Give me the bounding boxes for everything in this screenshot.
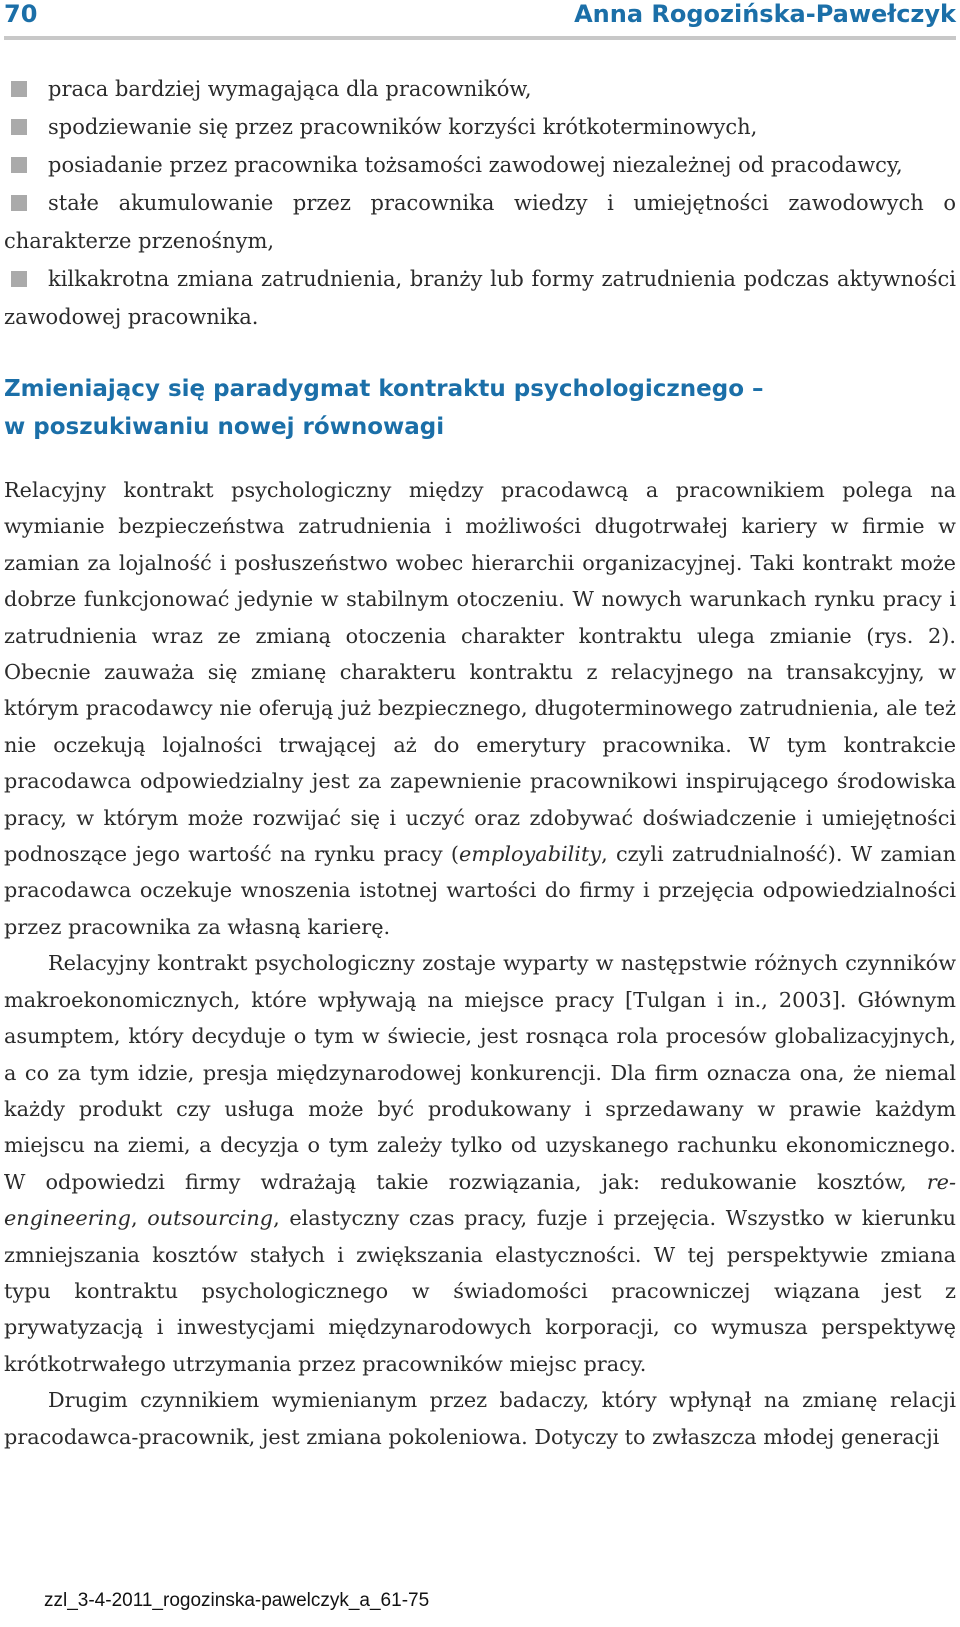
- paragraph-1-text-b: , czyli zatrudnialność). W zamian pracodawca oczekuje wnoszenia istotnej wartości do firmy i przejęcia odpowiedzialności przez pracownika za własną karierę.: [4, 842, 956, 939]
- list-item-text: stałe akumulowanie przez pracownika wiedzy i umiejętności zawodowych o charakterze przenośnym,: [4, 191, 956, 253]
- bullet-list: [4, 70, 956, 336]
- bullet-square-icon: [11, 119, 27, 135]
- paragraph-1-italic-term: employability: [459, 842, 602, 867]
- paragraph-2-separator: ,: [130, 1206, 148, 1231]
- list-item: [4, 260, 956, 336]
- section-heading-line1: Zmieniający się paradygmat kontraktu psychologicznego –: [4, 376, 764, 402]
- paragraph-2-text-b: , elastyczny czas pracy, fuzje i przejęcia. Wszystko w kierunku zmniejszania kosztów stałych i zwiększania elastyczności. W tej perspektywie zmiana typu kontraktu psychologicznego w świadomości pracowniczej wiązana jest z prywatyzacją i inwestycjami międzynarodowych korporacji, co wymusza perspektywę krótkotrwałego utrzymania przez pracowników miejsc pracy.: [4, 1206, 956, 1376]
- running-author: Anna Rogozińska-Pawełczyk: [574, 0, 956, 28]
- bullet-square-icon: [11, 81, 27, 97]
- list-item: [4, 146, 956, 184]
- list-item: [4, 70, 956, 108]
- footer-file-label: zzl_3-4-2011_rogozinska-pawelczyk_a_61-75: [44, 1590, 430, 1611]
- bullet-square-icon: [11, 271, 27, 287]
- header-rule: [4, 36, 956, 40]
- body-text: [4, 472, 956, 1455]
- list-item-text: spodziewanie się przez pracowników korzyści krótkoterminowych,: [48, 115, 758, 139]
- paragraph-2: [4, 945, 956, 1382]
- paragraph-1: [4, 472, 956, 945]
- page-number: 70: [4, 0, 38, 28]
- paragraph-2-italic-term-2: outsourcing: [147, 1206, 274, 1231]
- bullet-square-icon: [11, 157, 27, 173]
- list-item-text: kilkakrotna zmiana zatrudnienia, branży lub formy zatrudnienia podczas aktywności zawodowej pracownika.: [4, 267, 956, 329]
- paragraph-3: Drugim czynnikiem wymienianym przez badaczy, który wpłynął na zmianę relacji pracodawca-pracownik, jest zmiana pokoleniowa. Dotyczy to zwłaszcza młodej generacji: [4, 1388, 956, 1449]
- section-heading-line2: w poszukiwaniu nowej równowagi: [4, 414, 445, 440]
- list-item: [4, 184, 956, 260]
- paragraph-1-text-a: Relacyjny kontrakt psychologiczny między pracodawcą a pracownikiem polega na wymianie bezpieczeństwa zatrudnienia i możliwości długotrwałej kariery w firmie w zamian za lojalność i posłuszeństwo wobec hierarchii organizacyjnej. Taki kontrakt może dobrze funkcjonować jedynie w stabilnym otoczeniu. W nowych warunkach rynku pracy i zatrudnienia wraz ze zmianą otoczenia charakter kontraktu ulega zmianie (rys. 2). Obecnie zauważa się zmianę charakteru kontraktu z relacyjnego na transakcyjny, w którym pracodawcy nie oferują już bezpiecznego, długoterminowego zatrudnienia, ale też nie oczekują lojalności trwającej aż do emerytury pracownika. W tym kontrakcie pracodawca odpowiedzialny jest za zapewnienie pracownikowi inspirującego środowiska pracy, w którym może rozwijać się i uczyć oraz zdobywać doświadczenie i umiejętności podnoszące jego wartość na rynku pracy (: [4, 478, 956, 867]
- section-heading: [4, 370, 956, 446]
- list-item: [4, 108, 956, 146]
- paragraph-2-italic-term-1: re-engineering: [4, 1169, 956, 1231]
- paragraph-2-text-a: Relacyjny kontrakt psychologiczny zostaje wyparty w następstwie różnych czynników makroekonomicznych, które wpływają na miejsce pracy [Tulgan i in., 2003]. Głównym asumptem, który decyduje o tym w świecie, jest rosnąca rola procesów globalizacyjnych, a co za tym idzie, presja międzynarodowej konkurencji. Dla firm oznacza ona, że niemal każdy produkt czy usługa może być produkowany i sprzedawany w prawie każdym miejscu na ziemi, a decyzja o tym zależy tylko od uzyskanego rachunku ekonomicznego. W odpowiedzi firmy wdrażają takie rozwiązania, jak: redukowanie kosztów,: [4, 951, 956, 1194]
- bullet-square-icon: [11, 195, 27, 211]
- list-item-text: posiadanie przez pracownika tożsamości zawodowej niezależnej od pracodawcy,: [48, 153, 903, 177]
- list-item-text: praca bardziej wymagająca dla pracowników,: [48, 77, 532, 101]
- page-header: [4, 0, 956, 40]
